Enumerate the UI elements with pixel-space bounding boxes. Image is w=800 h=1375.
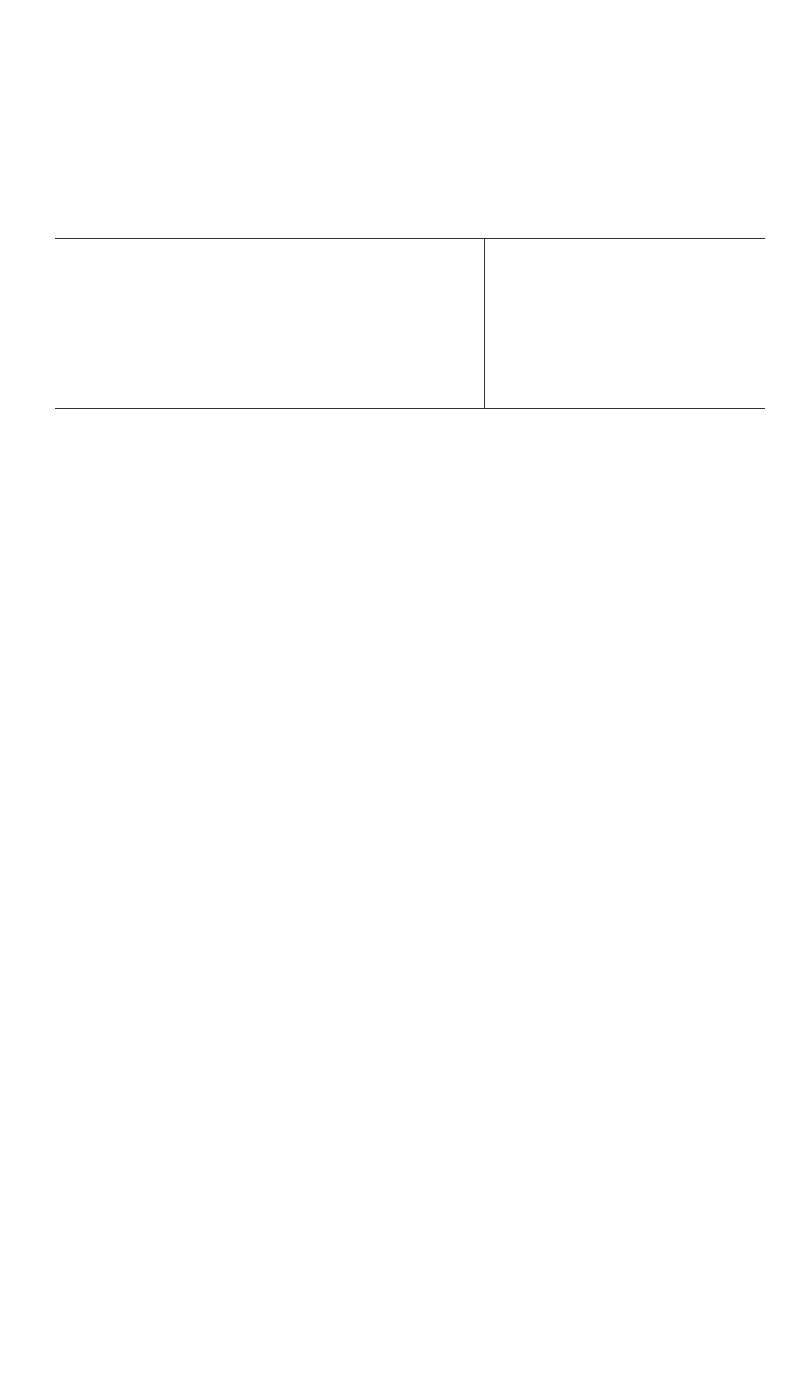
table12-column-divider [484, 238, 485, 408]
table12-bottom-rule [55, 408, 765, 409]
table12-top-rule [55, 238, 765, 239]
